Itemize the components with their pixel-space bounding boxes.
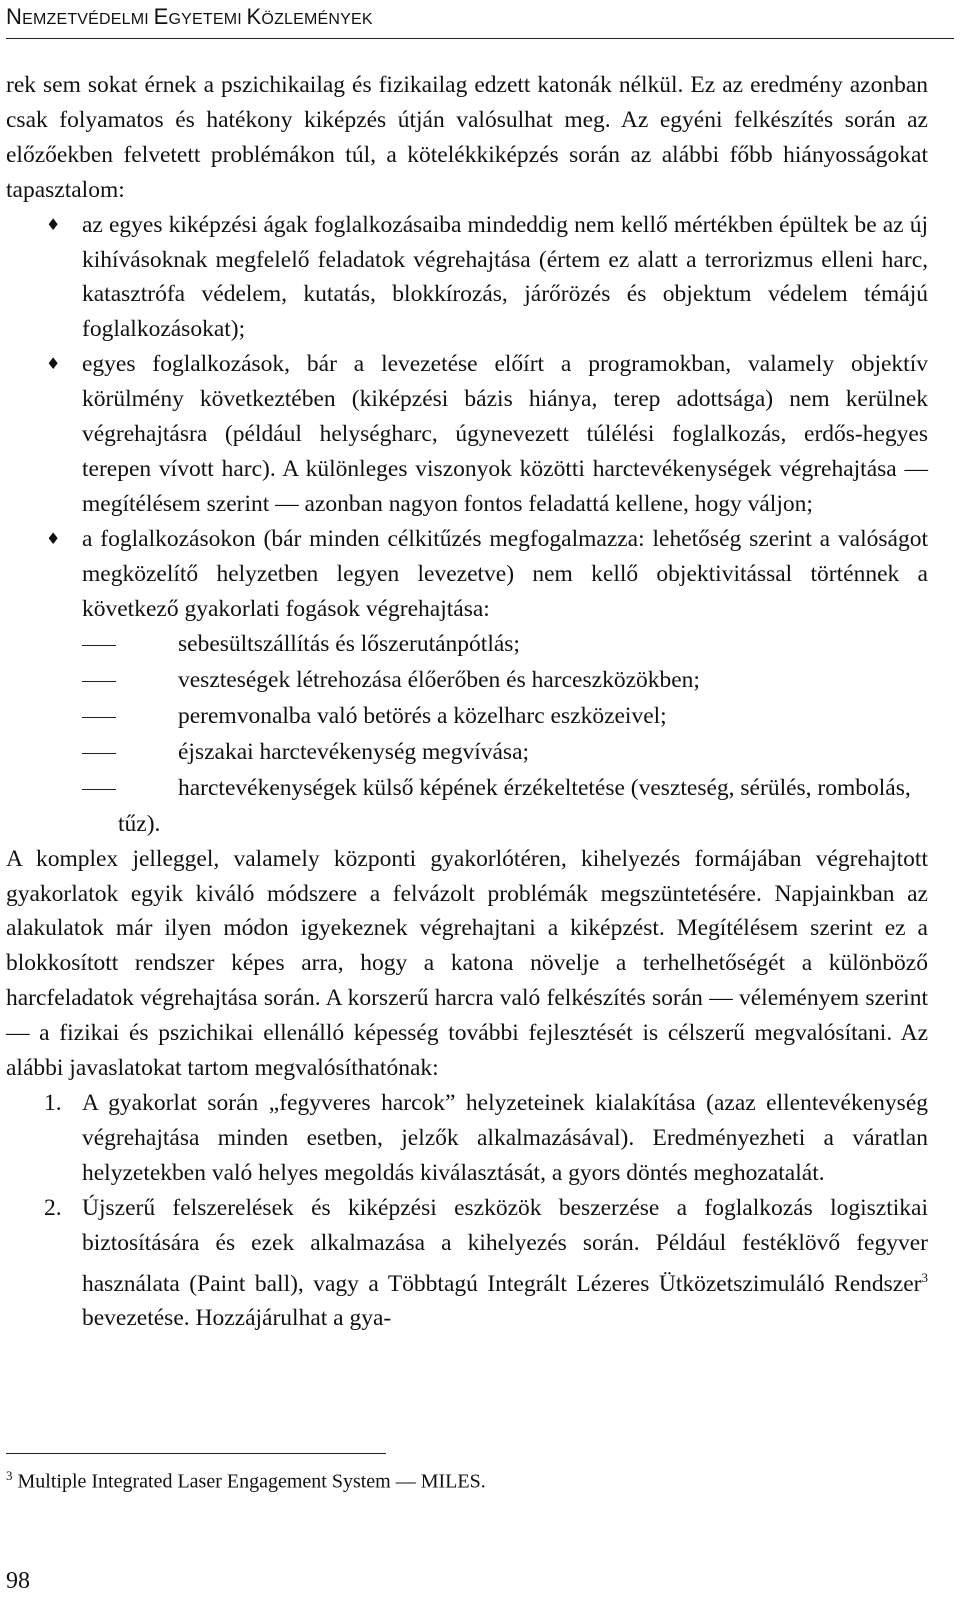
numbered-text: A gyakorlat során „fegyveres harcok” helyzeteinek kialakítása (azaz ellentevékenység végrehajtása minden esetben, jelzők alkalmazásával). Eredményezheti a váratlan helyzetekben való helyes megoldás kiválasztását, a gyors döntés meghozatalát. <box>82 1089 928 1186</box>
footnote <box>6 1468 486 1494</box>
dash-item: peremvonalba való betörés a közelharc eszközeivel; <box>6 699 928 735</box>
bullet-text: egyes foglalkozások, bár a levezetése előírt a programokban, valamely objektív körülmény következtében (kiképzési bázis hiánya, terep adottsága) nem kerülnek végrehajtásra (például helységharc, úgynevezett túlélési foglalkozás, erdős-hegyes terepen vívott harc). A különleges viszonyok közötti harctevékenységek végrehajtása — megítélésem szerint — azonban nagyon fontos feladattá kellene, hogy váljon; <box>82 351 928 517</box>
header-word-2: EGYETEMI <box>153 4 247 29</box>
diamond-bullet-icon: ♦ <box>46 528 61 548</box>
page-number: 98 <box>6 1568 30 1594</box>
numbered-list <box>6 1086 928 1336</box>
numbered-text: Újszerű felszerelések és kiképzési eszközök beszerzése a foglalkozás logisztikai biztosítására és ezek alkalmazása a kihelyezés során. Például festéklövő fegyver használata (Paint ball), vagy a Többtagú Integrált Lézeres Ütközetszimuláló Rendszer <box>82 1194 928 1297</box>
list-number: 1. <box>44 1089 62 1116</box>
paragraph-intro: rek sem sokat érnek a pszichikailag és fizikailag edzett katonák nélkül. Ez az eredmény azonban csak folyamatos és hatékony kiképzés útján valósulhat meg. Az egyéni felkészítés során az előzőekben felvetett problémákon túl, a kötelékkiképzés során az alábbi főbb hiányosságokat tapasztalom: <box>6 72 928 203</box>
dash-icon <box>82 628 178 663</box>
bullet-text: az egyes kiképzési ágak foglalkozásaiba mindeddig nem kellő mértékben épültek be az új kihívásoknak megfelelő feladatok végrehajtása (értem ez alatt a terrorizmus elleni harc, katasztrófa védelem, kutatás, blokkírozás, járőrözés és objektum védelem témájú foglalkozásokat); <box>82 211 928 343</box>
dash-icon <box>82 736 178 771</box>
numbered-item <box>6 1191 928 1336</box>
bullet-item <box>6 208 928 348</box>
diamond-bullet-icon: ♦ <box>46 354 61 374</box>
diamond-bullet-icon: ♦ <box>46 214 61 234</box>
dash-item: harctevékenységek külső képének érzékeltetése (veszteség, sérülés, rombolás, tűz). <box>6 771 928 842</box>
bullet-text: a foglalkozásokon (bár minden célkitűzés megfogalmazza: lehetőség szerint a valóságot megközelítő helyzetben legyen levezetve) nem kellő objektivitással történnek a következő gyakorlati fogások végrehajtása: <box>82 525 928 622</box>
running-header <box>6 4 373 30</box>
header-word-3: KÖZLEMÉNYEK <box>246 4 373 29</box>
dash-icon <box>82 700 178 735</box>
header-word-1: NEMZETVÉDELMI <box>6 4 154 29</box>
dash-list <box>6 627 928 842</box>
list-number: 2. <box>44 1194 62 1221</box>
dash-item: éjszakai harctevékenység megvívása; <box>6 735 928 771</box>
footnote-number: 3 <box>6 1468 13 1483</box>
footnote-reference[interactable]: 3 <box>921 1269 928 1285</box>
dash-icon <box>82 664 178 699</box>
dash-item: sebesültszállítás és lőszerutánpótlás; <box>6 627 928 663</box>
dash-item: veszteségek létrehozása élőerőben és harceszközökben; <box>6 663 928 699</box>
numbered-text-cont: bevezetése. Hozzájárulhat a gya- <box>82 1305 392 1332</box>
paragraph-main: A komplex jelleggel, valamely központi gyakorlótéren, kihelyezés formájában végrehajtott gyakorlatok egyik kiváló módszere a felvázolt problémák megszüntetésére. Napjainkban az alakulatok már ilyen módon igyekeznek végrehajtani a kiképzést. Megítélésem szerint ez a blokkosított rendszer képes arra, hogy a katona növelje a terhelhetőségét a különböző harcfeladatok végrehajtása során. A korszerű harcra való felkészítés során — véleményem szerint — a fizikai és pszichikai ellenálló képesség további fejlesztését is célszerű megvalósítani. Az alábbi javaslatokat tartom megvalósíthatónak: <box>6 845 928 1082</box>
numbered-item <box>6 1086 928 1191</box>
page-body <box>6 68 928 1336</box>
bullet-list <box>6 208 928 627</box>
footnote-text: Multiple Integrated Laser Engagement System — MILES. <box>12 1470 486 1493</box>
dash-icon <box>82 772 178 807</box>
bullet-item <box>6 522 928 627</box>
header-rule <box>6 38 954 39</box>
bullet-item <box>6 347 928 522</box>
footnote-rule <box>6 1453 386 1454</box>
